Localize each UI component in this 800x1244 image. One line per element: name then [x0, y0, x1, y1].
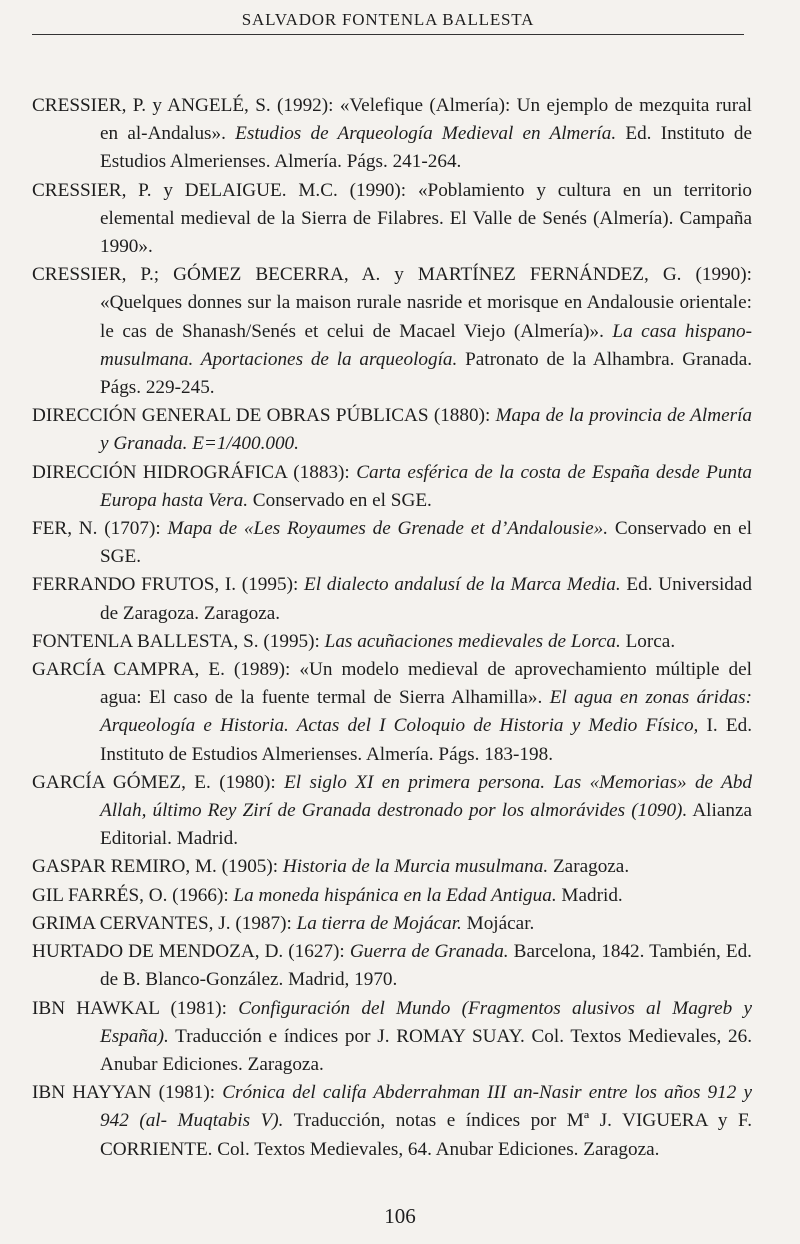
- entry-work: Estudios de Arqueología Medieval en Almería.: [235, 123, 617, 145]
- entry-author: DIRECCIÓN GENERAL DE OBRAS PÚBLICAS (1880):: [32, 405, 496, 427]
- bibliography-entry: [32, 628, 752, 656]
- running-header: SALVADOR FONTENLA BALLESTA: [32, 10, 744, 35]
- entry-rest: Lorca.: [620, 630, 676, 652]
- entry-title: Mapa de la provincia de Almería y Granada. E=1/400.000.: [100, 405, 752, 455]
- entry-rest: Zaragoza.: [548, 856, 630, 878]
- entry-title: «Un modelo medieval de aprovechamiento múltiple del agua: El caso de la fuente termal de Sierra Alhamilla».: [100, 659, 752, 709]
- entry-author: CRESSIER, P. y DELAIGUE. M.C. (1990):: [32, 179, 418, 201]
- bibliography-entry: [32, 459, 752, 515]
- entry-author: HURTADO DE MENDOZA, D. (1627):: [32, 941, 350, 963]
- entry-rest: Ed. Universidad de Zaragoza. Zaragoza.: [100, 574, 753, 624]
- entry-author: GARCÍA CAMPRA, E. (1989):: [32, 659, 300, 681]
- entry-title: El siglo XI en primera persona. Las «Memorias» de Abd Allah, último Rey Zirí de Granada destronado por los almorávides (1090).: [100, 771, 753, 822]
- entry-author: GIL FARRÉS, O. (1966):: [32, 884, 234, 906]
- entry-title: La moneda hispánica en la Edad Antigua.: [233, 884, 557, 906]
- entry-title: Guerra de Granada.: [349, 941, 509, 963]
- entry-rest: Mojácar.: [461, 912, 535, 934]
- entry-rest: Conservado en el SGE.: [248, 489, 432, 511]
- bibliography-list: [32, 92, 752, 1164]
- bibliography-entry: [32, 92, 752, 177]
- entry-rest: Patronato de la Alhambra. Granada. Págs. 229-245.: [100, 348, 753, 399]
- entry-work: El agua en zonas áridas: Arqueología e Historia. Actas del I Coloquio de Historia y Medio Físico,: [100, 687, 753, 737]
- entry-title: «Poblamiento y cultura en un territorio elemental medieval de la Sierra de Filabres. El Valle de Senés (Almería). Campaña 1990».: [100, 179, 752, 258]
- entry-rest: Conservado en el SGE.: [100, 518, 753, 568]
- entry-author: CRESSIER, P. y ANGELÉ, S. (1992):: [32, 95, 340, 116]
- entry-title: Carta esférica de la costa de España desde Punta Europa hasta Vera.: [100, 461, 752, 511]
- bibliography-entry: [32, 656, 752, 769]
- entry-title: Mapa de «Les Royaumes de Grenade et d’Andalousie».: [167, 518, 609, 540]
- entry-rest: Ed. Instituto de Estudios Almerienses. Almería. Págs. 241-264.: [100, 123, 752, 173]
- entry-author: IBN HAYYAN (1981):: [32, 1082, 223, 1104]
- entry-author: GRIMA CERVANTES, J. (1987):: [32, 912, 297, 934]
- entry-title: Configuración del Mundo (Fragmentos alusivos al Magreb y España).: [100, 997, 752, 1047]
- bibliography-entry: [32, 910, 752, 938]
- bibliography-entry: [32, 1079, 752, 1164]
- bibliography-entry: [32, 571, 752, 627]
- bibliography-entry: [32, 853, 752, 881]
- bibliography-entry: [32, 938, 752, 994]
- entry-title: Las acuñaciones medievales de Lorca.: [324, 630, 621, 652]
- bibliography-entry: [32, 882, 752, 910]
- entry-rest: Alianza Editorial. Madrid.: [100, 800, 752, 850]
- entry-author: CRESSIER, P.; GÓMEZ BECERRA, A. y MARTÍNEZ FERNÁNDEZ, G. (1990):: [32, 264, 752, 286]
- bibliography-entry: [32, 995, 752, 1080]
- entry-author: DIRECCIÓN HIDROGRÁFICA (1883):: [32, 461, 357, 483]
- entry-author: GARCÍA GÓMEZ, E. (1980):: [32, 771, 285, 793]
- bibliography-entry: [32, 261, 752, 402]
- entry-rest: Madrid.: [556, 884, 623, 906]
- entry-rest: Traducción e índices por J. ROMAY SUAY. Col. Textos Medievales, 26. Anubar Ediciones. Zaragoza.: [100, 1025, 752, 1075]
- bibliography-entry: [32, 515, 752, 571]
- entry-title: La tierra de Mojácar.: [296, 912, 462, 934]
- entry-title: Historia de la Murcia musulmana.: [282, 856, 549, 878]
- entry-title: El dialecto andalusí de la Marca Media.: [304, 574, 621, 596]
- entry-work: La casa hispano-musulmana. Aportaciones de la arqueología.: [100, 320, 753, 370]
- entry-author: GASPAR REMIRO, M. (1905):: [32, 856, 283, 878]
- entry-author: FONTENLA BALLESTA, S. (1995):: [32, 630, 325, 652]
- entry-rest: I. Ed. Instituto de Estudios Almerienses. Almería. Págs. 183-198.: [100, 715, 752, 765]
- entry-title: «Quelques donnes sur la maison rurale nasride et morisque en Andalousie orientale: le cas de Shanash/Senés et celui de Macael Viejo (Almería)».: [100, 292, 752, 342]
- entry-rest: Barcelona, 1842. También, Ed. de B. Blanco-González. Madrid, 1970.: [100, 941, 752, 991]
- entry-title: «Velefique (Almería): Un ejemplo de mezquita rural en al-Andalus».: [100, 95, 752, 145]
- entry-rest: Traducción, notas e índices por Mª J. VIGUERA y F. CORRIENTE. Col. Textos Medievales, 64. Anubar Ediciones. Zaragoza.: [100, 1110, 752, 1160]
- bibliography-entry: [32, 402, 752, 458]
- page-number: 106: [384, 1204, 416, 1228]
- entry-title: Crónica del califa Abderrahman III an-Nasir entre los años 912 y 942 (al- Muqtabis V).: [100, 1082, 752, 1132]
- entry-author: FER, N. (1707):: [32, 518, 168, 540]
- entry-author: IBN HAWKAL (1981):: [32, 997, 239, 1019]
- entry-author: FERRANDO FRUTOS, I. (1995):: [32, 574, 305, 596]
- bibliography-entry: [32, 769, 752, 854]
- bibliography-entry: [32, 177, 752, 262]
